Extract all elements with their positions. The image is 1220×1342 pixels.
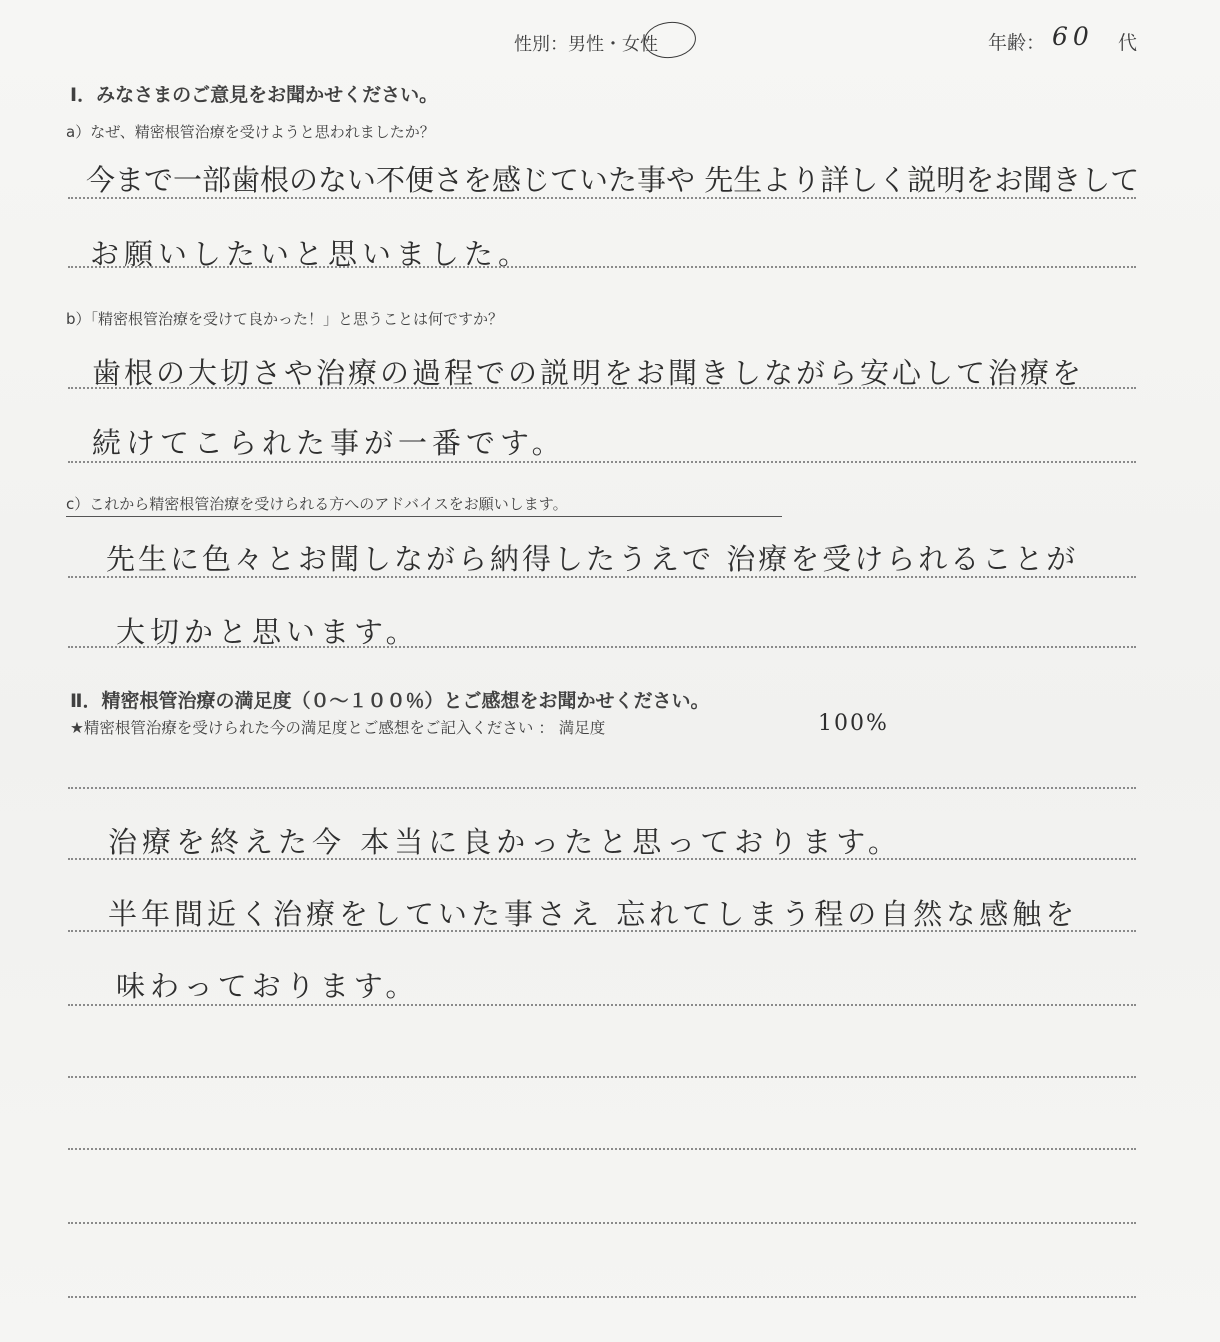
gender-label (514, 30, 658, 56)
answer-rule (68, 1148, 1136, 1150)
question-c-answer-line-2: 大切かと思います。 (116, 615, 420, 649)
section2-answer-line-1: 治療を終えた今 本当に良かったと思っております。 (108, 825, 902, 859)
age-label: 年齢： (988, 32, 1046, 54)
answer-rule (68, 1004, 1136, 1006)
section1-title: Ⅰ．みなさまのご意見をお聞かせください。 (70, 84, 439, 106)
gender-selected: 女性 (622, 34, 658, 55)
answer-rule (68, 646, 1136, 648)
answer-rule (68, 576, 1136, 578)
question-b-label: b）「精密根管治療を受けて良かった！」と思うことは何ですか？ (66, 310, 504, 328)
gender-label-text: 性別：男性・ (514, 34, 622, 55)
answer-rule (68, 461, 1136, 463)
answer-rule (68, 197, 1136, 199)
answer-rule (68, 1222, 1136, 1224)
question-a-label: a）なぜ、精密根管治療を受けようと思われましたか？ (66, 123, 435, 141)
section2-answer-line-3: 味わっております。 (116, 969, 420, 1003)
question-a-answer-line-1: 今まで一部歯根のない不便さを感じていた事や 先生より詳しく説明をお聞きして (86, 163, 1140, 197)
question-b-answer-line-1: 歯根の大切さや治療の過程での説明をお聞きしながら安心して治療を (92, 356, 1085, 390)
answer-rule (68, 387, 1136, 389)
section2-answer-line-2: 半年間近く治療をしていた事さえ 忘れてしまう程の自然な感触を (108, 897, 1079, 931)
answer-rule (68, 787, 1136, 789)
age-suffix: 代 (1118, 32, 1138, 54)
question-c-label-underline (66, 516, 782, 517)
age-value: 60 (1052, 22, 1094, 51)
satisfaction-prompt: ★精密根管治療を受けられた今の満足度とご感想をご記入ください ： 満足度 (70, 719, 606, 737)
answer-rule (68, 1296, 1136, 1298)
answer-rule (68, 858, 1136, 860)
question-b-answer-line-2: 続けてこられた事が一番です。 (92, 426, 566, 460)
question-a-answer-line-2: お願いしたいと思いました。 (90, 237, 533, 271)
satisfaction-value: 100% (818, 711, 889, 736)
question-c-label: c）これから精密根管治療を受けられる方へのアドバイスをお願いします。 (66, 495, 568, 513)
answer-rule (68, 1076, 1136, 1078)
question-c-answer-line-1: 先生に色々とお聞しながら納得したうえで 治療を受けられることが (106, 542, 1079, 576)
answer-rule (68, 930, 1136, 932)
section2-title: Ⅱ．精密根管治療の満足度（０～１００％）とご感想をお聞かせください。 (70, 690, 710, 712)
answer-rule (68, 266, 1136, 268)
